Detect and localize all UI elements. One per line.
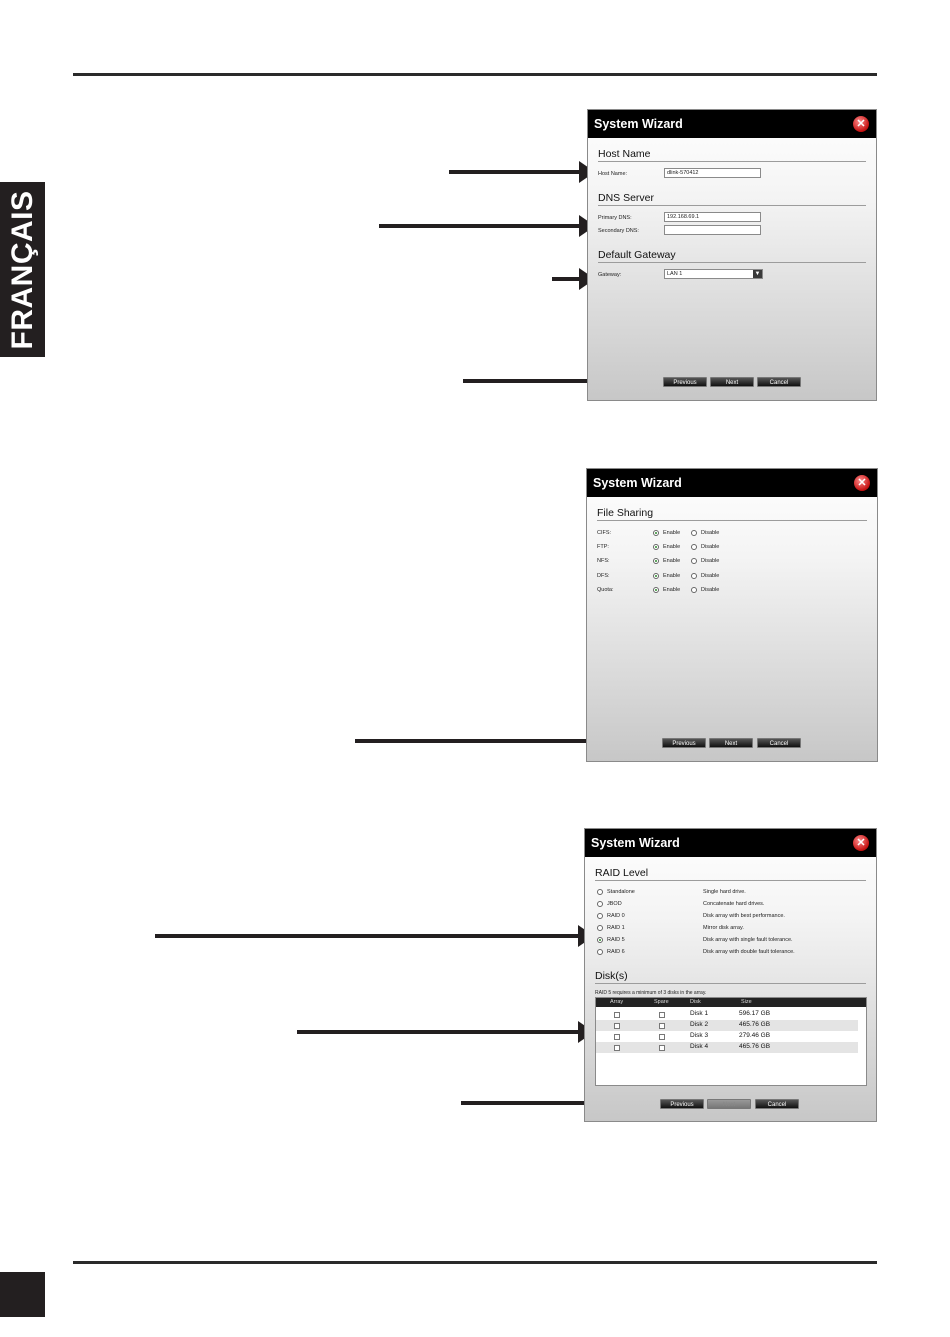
raid-1-radio[interactable] <box>597 925 603 931</box>
cancel-button[interactable]: Cancel <box>755 1099 799 1109</box>
disable-label: Disable <box>701 587 720 593</box>
secondary-dns-label: Secondary DNS: <box>598 228 639 234</box>
ftp-disable-radio[interactable] <box>691 544 697 550</box>
system-wizard-network <box>587 109 877 401</box>
raid-option-name: RAID 6 <box>607 949 625 955</box>
ftp-enable-radio[interactable] <box>653 544 659 550</box>
array-checkbox[interactable] <box>614 1023 620 1029</box>
next-button[interactable]: Next <box>710 377 754 387</box>
column-header-spare[interactable]: Spare <box>654 999 669 1005</box>
primary-dns-input[interactable]: 192.168.69.1 <box>664 212 761 222</box>
disk-size: 465.76 GB <box>739 1021 771 1028</box>
wizard-title: System Wizard <box>594 117 683 131</box>
close-icon[interactable]: ✕ <box>853 116 869 132</box>
previous-button[interactable]: Previous <box>660 1099 704 1109</box>
column-header-disk[interactable]: Disk <box>690 999 701 1005</box>
nfs-enable-radio[interactable] <box>653 558 659 564</box>
default-gateway-section: Default Gateway <box>598 249 866 263</box>
disk-name: Disk 4 <box>690 1043 709 1050</box>
language-tab <box>0 182 45 357</box>
previous-button[interactable]: Previous <box>662 738 706 748</box>
spare-checkbox[interactable] <box>659 1012 665 1018</box>
enable-label: Enable <box>663 544 681 550</box>
wizard-titlebar <box>587 469 877 497</box>
cancel-button[interactable]: Cancel <box>757 377 801 387</box>
spare-checkbox[interactable] <box>659 1034 665 1040</box>
quota-disable-radio[interactable] <box>691 587 697 593</box>
raid-option-desc: Single hard drive. <box>703 889 746 895</box>
cifs-disable-radio[interactable] <box>691 530 697 536</box>
enable-label: Enable <box>663 558 681 564</box>
next-button[interactable]: Next <box>709 738 753 748</box>
primary-dns-label: Primary DNS: <box>598 215 632 221</box>
gateway-select[interactable] <box>664 269 763 279</box>
raid-standalone-radio[interactable] <box>597 889 603 895</box>
secondary-dns-input[interactable] <box>664 225 761 235</box>
next-button[interactable]: Next <box>707 1099 751 1109</box>
system-wizard-raid <box>584 828 877 1122</box>
enable-label: Enable <box>663 573 681 579</box>
quota-enable-radio[interactable] <box>653 587 659 593</box>
table-row <box>596 1020 858 1031</box>
host-name-label: Host Name: <box>598 171 628 177</box>
wizard-title: System Wizard <box>593 476 682 490</box>
arrow-dns-server <box>379 224 581 228</box>
raid-option-name: RAID 5 <box>607 937 625 943</box>
disk-name: Disk 1 <box>690 1010 709 1017</box>
nfs-label: NFS: <box>597 558 610 564</box>
table-row <box>596 1009 858 1020</box>
nfs-disable-radio[interactable] <box>691 558 697 564</box>
gateway-label: Gateway: <box>598 272 622 278</box>
dns-server-section: DNS Server <box>598 192 866 206</box>
dfs-enable-radio[interactable] <box>653 573 659 579</box>
raid-level-section: RAID Level <box>595 867 866 881</box>
arrow-host-name <box>449 170 581 174</box>
enable-label: Enable <box>663 530 681 536</box>
page-number-block <box>0 1272 45 1317</box>
array-checkbox[interactable] <box>614 1045 620 1051</box>
column-header-size[interactable]: Size <box>741 999 752 1005</box>
raid-option-name: JBOD <box>607 901 622 907</box>
top-rule <box>73 73 877 76</box>
disable-label: Disable <box>701 558 720 564</box>
raid-option-desc: Disk array with best performance. <box>703 913 785 919</box>
disk-size: 279.46 GB <box>739 1032 771 1039</box>
arrow-raid-level <box>155 934 580 938</box>
disks-table <box>595 997 867 1086</box>
raid-option-name: RAID 0 <box>607 913 625 919</box>
column-header-array[interactable]: Array <box>610 999 624 1005</box>
raid-6-radio[interactable] <box>597 949 603 955</box>
table-row <box>596 1031 858 1042</box>
disks-section: Disk(s) <box>595 970 866 984</box>
raid-0-radio[interactable] <box>597 913 603 919</box>
close-icon[interactable]: ✕ <box>854 475 870 491</box>
cifs-label: CIFS: <box>597 530 612 536</box>
disk-size: 465.76 GB <box>739 1043 771 1050</box>
close-icon[interactable]: ✕ <box>853 835 869 851</box>
host-name-section: Host Name <box>598 148 866 162</box>
cifs-enable-radio[interactable] <box>653 530 659 536</box>
system-wizard-file-sharing <box>586 468 878 762</box>
spare-checkbox[interactable] <box>659 1023 665 1029</box>
language-tab-label: FRANÇAIS <box>5 190 39 349</box>
enable-label: Enable <box>663 587 681 593</box>
table-row <box>596 1042 858 1053</box>
disk-size: 596.17 GB <box>739 1010 771 1017</box>
wizard-titlebar <box>585 829 876 857</box>
disk-name: Disk 2 <box>690 1021 709 1028</box>
wizard-title: System Wizard <box>591 836 680 850</box>
wizard-titlebar <box>588 110 876 138</box>
cancel-button[interactable]: Cancel <box>757 738 801 748</box>
disable-label: Disable <box>701 573 720 579</box>
quota-label: Quota: <box>597 587 614 593</box>
raid-option-name: RAID 1 <box>607 925 625 931</box>
raid-option-name: Standalone <box>607 889 635 895</box>
ftp-label: FTP: <box>597 544 609 550</box>
arrow-disks <box>297 1030 580 1034</box>
raid-jbod-radio[interactable] <box>597 901 603 907</box>
disable-label: Disable <box>701 544 720 550</box>
raid-option-desc: Concatenate hard drives. <box>703 901 765 907</box>
spare-checkbox[interactable] <box>659 1045 665 1051</box>
host-name-input[interactable]: dlink-570412 <box>664 168 761 178</box>
disk-name: Disk 3 <box>690 1032 709 1039</box>
file-sharing-section: File Sharing <box>597 507 867 521</box>
raid-5-radio[interactable] <box>597 937 603 943</box>
raid-option-desc: Disk array with single fault tolerance. <box>703 937 793 943</box>
array-checkbox[interactable] <box>614 1012 620 1018</box>
arrow-gateway <box>552 277 581 281</box>
array-checkbox[interactable] <box>614 1034 620 1040</box>
raid-option-desc: Disk array with double fault tolerance. <box>703 949 795 955</box>
disable-label: Disable <box>701 530 720 536</box>
chevron-down-icon[interactable]: ▼ <box>754 271 761 277</box>
raid-option-desc: Mirror disk array. <box>703 925 744 931</box>
disks-table-header <box>596 998 866 1007</box>
disks-requirement-note: RAID 5 requires a minimum of 3 disks in the array. <box>595 990 707 996</box>
previous-button[interactable]: Previous <box>663 377 707 387</box>
gateway-select-value: LAN 1 <box>667 271 683 277</box>
bottom-rule <box>73 1261 877 1264</box>
dfs-label: DFS: <box>597 573 610 579</box>
dfs-disable-radio[interactable] <box>691 573 697 579</box>
